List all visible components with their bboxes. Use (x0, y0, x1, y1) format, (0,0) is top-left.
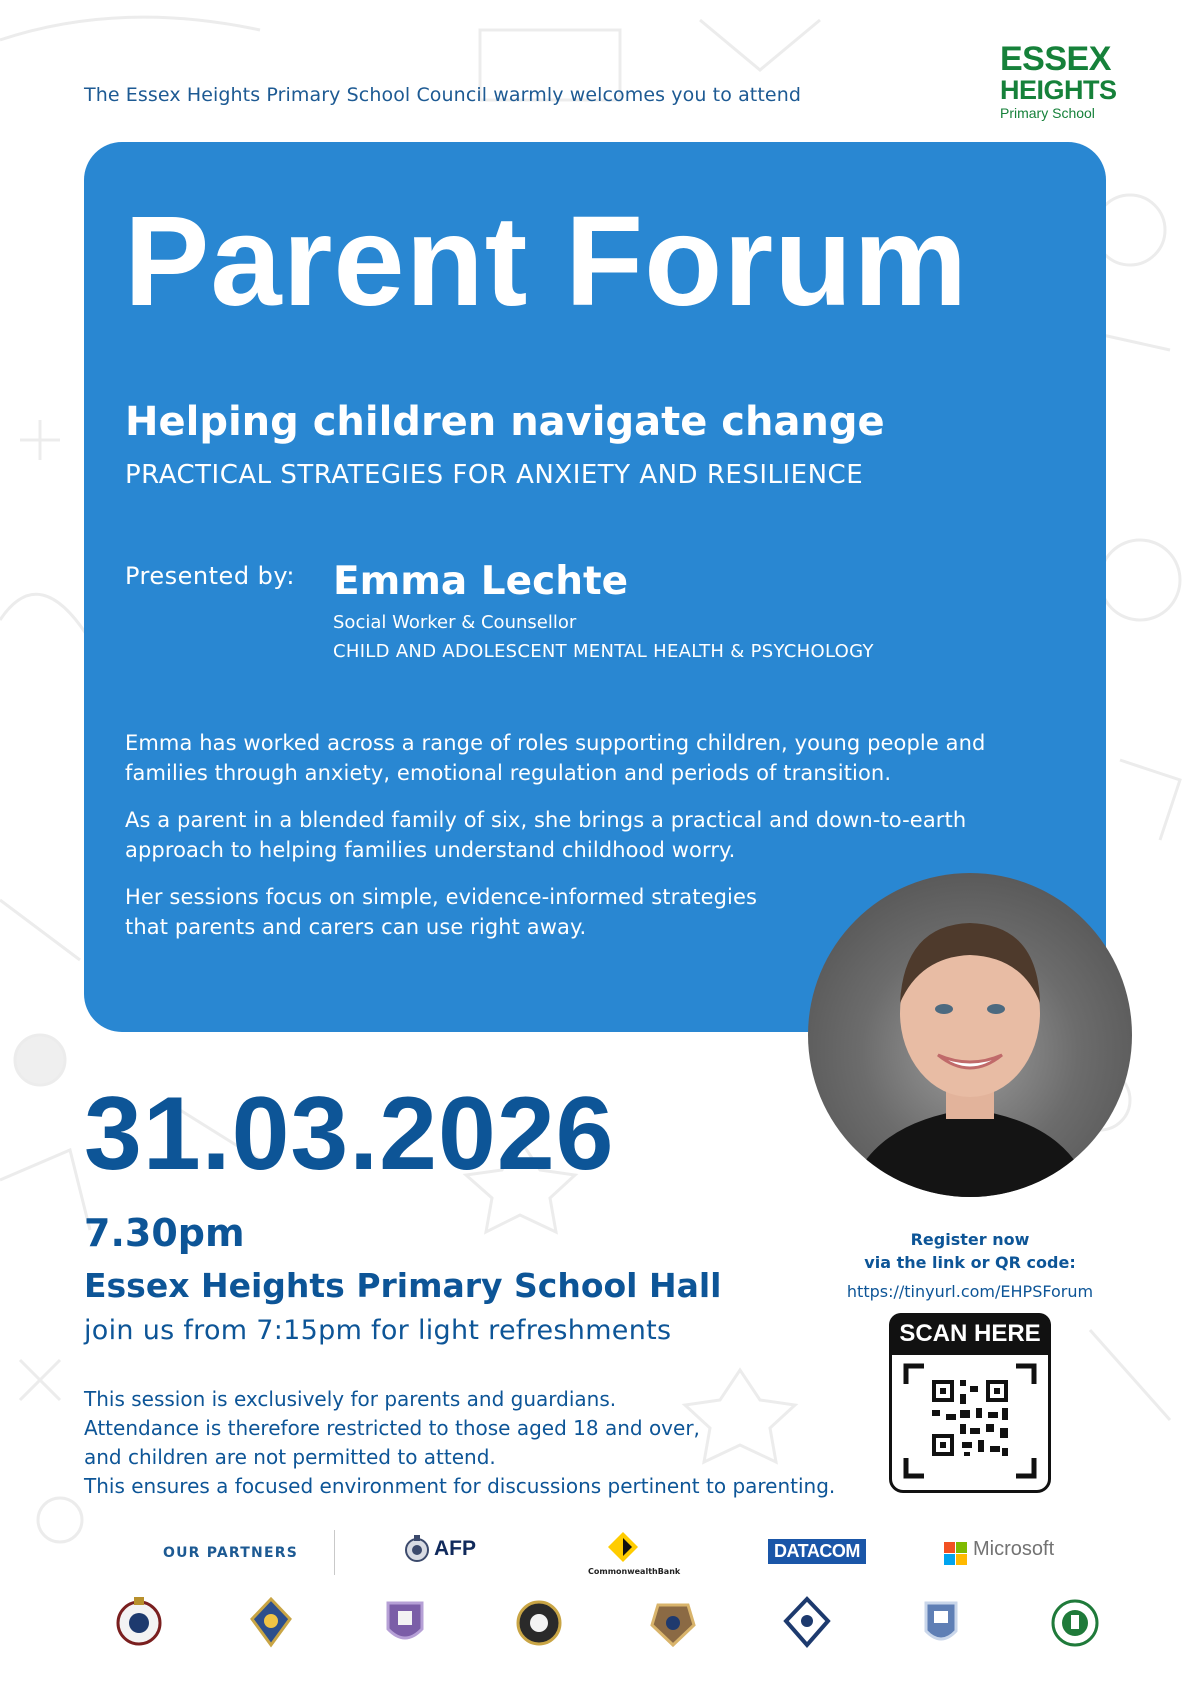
qr-code-icon (902, 1362, 1038, 1480)
commbank-logo-text: CommonwealthBank (588, 1567, 681, 1576)
presenter-bio-1: Emma has worked across a range of roles supporting children, young people and families through anxiety, emotional regulation and periods of transition. (125, 731, 986, 785)
afp-logo-text: AFP (434, 1537, 476, 1560)
attendance-notice (84, 1385, 835, 1501)
event-venue: Essex Heights Primary School Hall (84, 1266, 722, 1305)
microsoft-logo-icon (944, 1542, 967, 1565)
school-logo (1000, 42, 1120, 134)
notice-line-1: This session is exclusively for parents and guardians. (84, 1387, 617, 1411)
microsoft-logo-text: Microsoft (973, 1538, 1055, 1560)
event-title: Parent Forum (124, 190, 969, 333)
logo-line-1: ESSEX (1000, 40, 1111, 78)
presenter-photo (808, 873, 1132, 1197)
wa-police-badge-icon (916, 1595, 966, 1649)
partners-divider (334, 1530, 335, 1575)
neighbourhood-watch-badge-icon (1050, 1595, 1100, 1649)
presenter-portrait-icon (808, 873, 1132, 1197)
event-time: 7.30pm (84, 1211, 245, 1255)
register-line-1: Register now (910, 1230, 1030, 1249)
qld-police-crest-icon (380, 1595, 430, 1649)
qld-police-badge-icon (246, 1595, 296, 1649)
register-line-2: via the link or QR code: (864, 1253, 1076, 1272)
presenter-bio-2: As a parent in a blended family of six, she brings a practical and down-to-earth approach to helping families understand childhood worry. (125, 808, 967, 862)
event-subtitle: Helping children navigate change (125, 399, 885, 445)
qr-scan-label: SCAN HERE (889, 1313, 1051, 1355)
datacom-logo: DATACOM (768, 1539, 866, 1564)
logo-line-2: HEIGHTS (1000, 75, 1117, 105)
event-subtitle-caps: PRACTICAL STRATEGIES FOR ANXIETY AND RESILIENCE (125, 460, 864, 490)
presented-by-label: Presented by: (125, 562, 295, 590)
refreshments-note: join us from 7:15pm for light refreshments (84, 1315, 672, 1346)
partners-label: OUR PARTNERS (163, 1545, 298, 1561)
nsw-police-badge-icon (114, 1595, 164, 1649)
registration-link[interactable]: https://tinyurl.com/EHPSForum (846, 1282, 1094, 1301)
tas-police-badge-icon (648, 1595, 698, 1649)
presenter-bio-3: Her sessions focus on simple, evidence-informed strategies that parents and carers can use right away. (125, 885, 758, 939)
vic-police-badge-icon (782, 1595, 832, 1649)
afp-crest-icon (404, 1534, 430, 1564)
sa-police-badge-icon (514, 1595, 564, 1649)
event-date: 31.03.2026 (84, 1076, 615, 1192)
register-callout (820, 1228, 1120, 1274)
presenter-name: Emma Lechte (333, 559, 629, 604)
qr-code-card[interactable] (889, 1313, 1051, 1493)
welcome-line: The Essex Heights Primary School Council warmly welcomes you to attend (84, 84, 802, 106)
notice-line-4: This ensures a focused environment for discussions pertinent to parenting. (84, 1474, 836, 1498)
notice-line-2: Attendance is therefore restricted to those aged 18 and over, (84, 1416, 700, 1440)
presenter-role: Social Worker & Counsellor (333, 612, 577, 633)
commbank-diamond-icon (606, 1530, 640, 1564)
presenter-field: CHILD AND ADOLESCENT MENTAL HEALTH & PSYCHOLOGY (333, 641, 874, 662)
logo-line-3: Primary School (1000, 105, 1095, 121)
notice-line-3: and children are not permitted to attend. (84, 1445, 496, 1469)
